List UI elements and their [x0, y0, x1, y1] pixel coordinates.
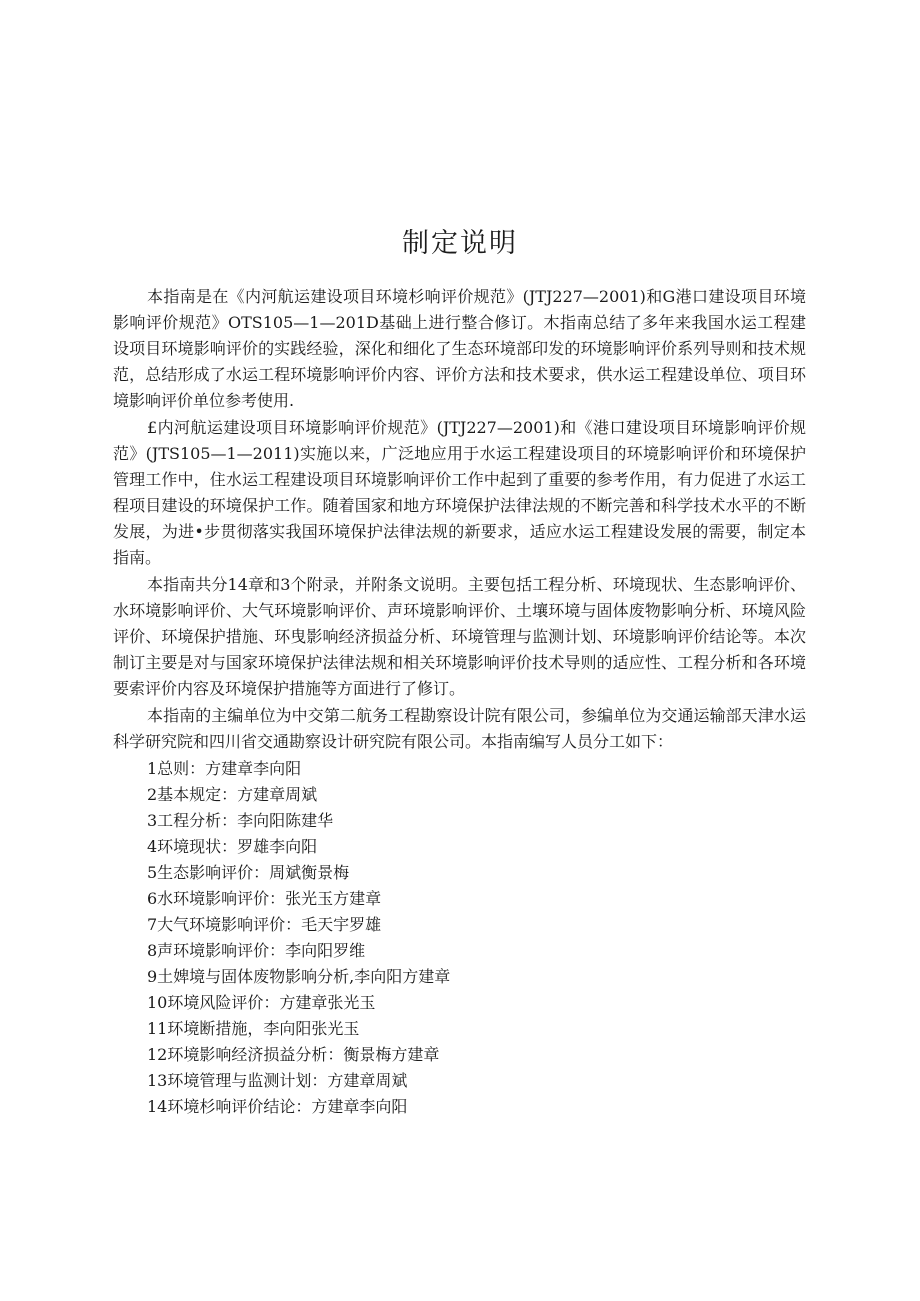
list-item: 6水环境影响评价：张光玉方建章 [147, 889, 382, 908]
list-item: 7大气环境影响评价：毛天宇罗雄 [147, 915, 382, 934]
list-item: 11环境断措施，李向阳张光玉 [147, 1019, 360, 1038]
paragraph-contents: 本指南共分14章和3个附录，并附条文说明。主要包括工程分析、环境现状、生态影响评价、水环境影响评价、大气环境影响评价、声环境影响评价、土壤环境与固体废物影响分析、环境风险评价、环境保护措施、环曳影响经济损益分析、环境管理与监测计划、环境影响评价结论等。本次制订主要是对与国家环境保护法律法规和相关环境影响评价技术导则的适应性、工程分析和各环境要索评价内容及环境保护措施等方面进行了修订。 [113, 575, 806, 698]
authors-assignment-list [113, 756, 806, 1120]
paragraph-authors: 本指南的主编单位为中交第二航务工程勘察设计院有限公司，参编单位为交通运输部天津水运科学研究院和四川省交通勘察设计研究院有限公司。本指南编写人员分工如下： [113, 706, 806, 751]
list-item: 1总则：方建章李向阳 [147, 759, 302, 778]
page-title: 制定说明 [402, 228, 518, 259]
paragraph-background: £内河航运建设项目环境影响评价规范》(JTJ227—2001)和《港口建设项目环境影响评价规范》(JTS105—1—2011)实施以来，广泛地应用于水运工程建设项目的环境影响评价和环境保护管理工作中，住水运工程建设项目环境影响评价工作中起到了重要的参考作用，有力促进了水运工程项目建设的环境保护工作。随着国家和地方环境保护法律法规的不断完善和科学技术水平的不断发展，为进•步贯彻落实我国环境保护法律法规的新要求，适应水运工程建设发展的需要，制定本指南。 [113, 418, 806, 567]
list-item: 4环境现状：罗雄李向阳 [147, 837, 318, 856]
list-item: 12环境影响经济损益分析：衡景梅方建章 [147, 1045, 440, 1064]
list-item: 2基本规定：方建章周斌 [147, 785, 318, 804]
list-item: 8声环境影响评价：李向阳罗维 [147, 941, 366, 960]
list-item: 9土婢境与固体废物影响分析,李向阳方建章 [147, 967, 451, 986]
list-item: 13环境管理与监测计划：方建章周斌 [147, 1071, 408, 1090]
list-item: 3工程分析：李向阳陈建华 [147, 811, 334, 830]
paragraph-intro: 本指南是在《内河航运建设项目环境杉响评价规范》(JTJ227—2001)和G港口建设项目环境影响评价规范》OTS105—1—201D基础上进行整合修订。木指南总结了多年来我国水运工程建设项目环境影响评价的实践经验，深化和细化了生态环境部印发的环境影响评价系列导则和技术规范，总结形成了水运工程环境影响评价内容、评价方法和技术要求，供水运工程建设单位、项目环境影响评价单位参考使用. [113, 287, 806, 410]
list-item: 5生态影响评价：周斌衡景梅 [147, 863, 350, 882]
list-item: 10环境风险评价：方建章张光玉 [147, 993, 376, 1012]
list-item: 14环境杉响评价结论：方建章李向阳 [147, 1097, 408, 1116]
document-body [113, 284, 806, 1120]
